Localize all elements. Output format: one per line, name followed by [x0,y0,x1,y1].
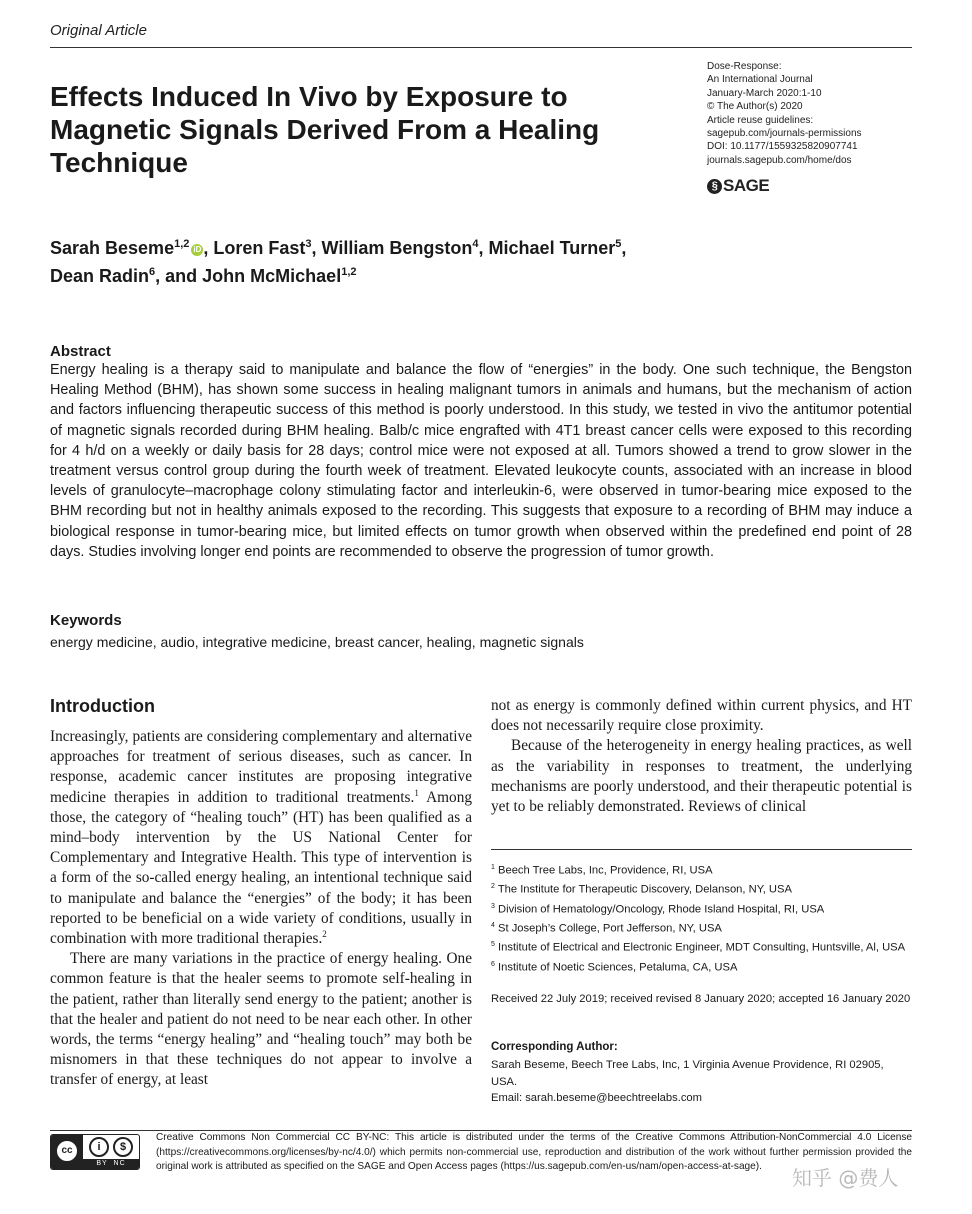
affiliation-item: $^5$ Institute of Electrical and Electronic Engineer, MDT Consulting, Huntsville, Al, USA [491,941,906,955]
cc-badge-bar: BY NC [83,1159,139,1169]
article-title: Effects Induced In Vivo by Exposure to Magnetic Signals Derived From a Healing Technique [50,81,600,178]
cc-circle-icon: cc [55,1139,79,1163]
affiliation-item: $^4$ St Joseph’s College, Port Jefferson, NY, USA [491,921,722,935]
journal-line-link[interactable]: journals.sagepub.com/home/dos [707,154,852,166]
received-dates: Received 22 July 2019; received revised 8 January 2020; accepted 16 January 2020 [491,993,911,1005]
journal-line: Article reuse guidelines: [707,114,814,126]
orcid-icon[interactable]: iD [193,245,202,254]
paragraph: Because of the heterogeneity in energy healing practices, as well as the variability in responses to treatment, the underlying mechanisms are poorly understood, and their therapeutic potential is yet to be reliably demonstrated. Reviews of clinical [491,737,912,816]
author-affil: 5 [615,238,622,250]
abstract-heading: Abstract [50,343,111,360]
author-list: Sarah Beseme$^{1,2}$ iD , Loren Fast$^3$, William Bengston$^4$, Michael Turner$^5$, Dean Radin$^6$, and John McMichael$^{1,2}$ [50,238,627,286]
creative-commons-icon[interactable] [50,1134,140,1170]
author-name: Michael Turner [488,238,616,258]
affiliation-item: $^3$ Division of Hematology/Oncology, Rhode Island Hospital, RI, USA [491,902,825,916]
author-name: Sarah Beseme [50,238,175,258]
header-rule [50,47,912,48]
license-text: Creative Commons Non Commercial CC BY-NC: This article is distributed under the terms of the Creative Commons Attribution-NonCommercial 4.0 License (https://creativecommons.org/licenses/by-nc/4.0/) which permits non-commercial use, reproduction and distribution of the work without further permission provided the original work is attributed as specified on the SAGE and Open Access pages (https://us.sagepub.com/en-us/nam/open-access-at-sage). [156,1132,912,1173]
sage-logo [707,176,769,196]
journal-info [707,60,917,167]
citation[interactable]: 1 [414,787,419,798]
author-affil: 6 [149,266,156,278]
body-column-left [50,727,472,1091]
affiliation-item: $^6$ Institute of Noetic Sciences, Petaluma, CA, USA [491,960,738,974]
affiliation-rule [491,849,912,850]
author-affil: 4 [472,238,479,250]
sage-logo-icon: § [707,179,722,194]
paragraph: There are many variations in the practice of energy healing. One common feature is that the healer seems to promote self-healing in the patient, rather than literally send energy to the patient; another is that the healer and patient do not need to be near each other. In other words, the terms “energy healing” and “healing touch” may both be misnomers in that these techniques do not appear to involve a transfer of energy, at least [50,950,472,1089]
article-type: Original Article [50,22,147,39]
keywords-heading: Keywords [50,612,122,629]
journal-line: © The Author(s) 2020 [707,101,803,113]
journal-line-link[interactable]: sagepub.com/journals-permissions [707,128,862,140]
author-name: William Bengston [321,238,473,258]
attribution-icon: i [89,1137,109,1157]
author-name: Loren Fast [213,238,306,258]
corresponding-address: Sarah Beseme, Beech Tree Labs, Inc, 1 Virginia Avenue Providence, RI 02905, USA. [491,1059,884,1088]
journal-line: An International Journal [707,74,813,86]
corresponding-email[interactable]: Email: sarah.beseme@beechtreelabs.com [491,1092,702,1105]
publisher-name: SAGE [723,176,770,195]
author-affil: 3 [305,238,312,250]
body-column-right [491,696,912,817]
journal-line: Dose-Response: [707,61,782,72]
author-name: John McMichael [202,266,342,286]
affiliation-list [491,860,912,976]
corresponding-info [491,1057,912,1107]
author-affil: 1,2 [174,238,190,250]
paragraph: not as energy is commonly defined within current physics, and HT does not necessarily require close proximity. [491,697,912,735]
corresponding-heading: Corresponding Author: [491,1041,618,1053]
affiliation-item: $^2$ The Institute for Therapeutic Discovery, Delanson, NY, USA [491,883,792,897]
noncommercial-icon: $ [113,1137,133,1157]
paragraph: Increasingly, patients are considering complementary and alternative approaches for treatment of serious diseases, such as cancer. In response, academic cancer institutes are proposing integrative medicine therapies in addition to traditional treatments.$^1$ Among those, the category of “healing touch” (HT) has been qualified as a mind–body intervention by the US National Center for Complementary and Integrative Health. This type of intervention is a form of the so-called energy healing, an intentional technique said to manipulate and balance the “energies” of the body; it has been reported to be beneficial on a wide variety of conditions, usually in combination with more traditional therapies.$^2$ [50,728,472,948]
author-name: Dean Radin [50,266,150,286]
journal-line: January-March 2020:1-10 [707,87,822,99]
author-affil: 1,2 [341,266,357,278]
introduction-heading: Introduction [50,696,155,716]
keywords-text: energy medicine, audio, integrative medicine, breast cancer, healing, magnetic signals [50,634,584,650]
journal-line-doi[interactable]: DOI: 10.1177/1559325820907741 [707,141,858,153]
watermark: 知乎 @费人 [792,1166,899,1190]
abstract-text: Energy healing is a therapy said to manipulate and balance the flow of “energies” in the body. One such technique, the Bengston Healing Method (BHM), has shown some success in healing malignant tumors in animals and humans, but the mechanism of action and factors influencing therapeutic success of this method is poorly understood. In this study, we tested in vivo the antitumor potential of magnetic signals recorded during BHM healing. Balb/c mice engrafted with 4T1 breast cancer cells were exposed to this recording for 4 h/d on a weekly or daily basis for 28 days; control mice were not exposed at all. Tumors showed a trend to grow slower in the treatment versus control group during the fourth week of treatment. Elevated leukocyte counts, associated with an increase in blood levels of granulocyte–macrophage colony stimulating factor and interleukin-6, were observed in tumor-bearing mice exposed to the BHM recording but not in healthy animals exposed to the recording. This suggests that exposure to a recording of BHM may induce a biological response in tumor-bearing mice, but limited effects on tumor growth when observed within the predefined end point of 28 days. Studies involving longer end points are recommended to observe the progression of tumor growth. [50,362,912,560]
citation[interactable]: 2 [322,928,327,939]
affiliation-item: $^1$ Beech Tree Labs, Inc, Providence, RI, USA [491,864,713,877]
